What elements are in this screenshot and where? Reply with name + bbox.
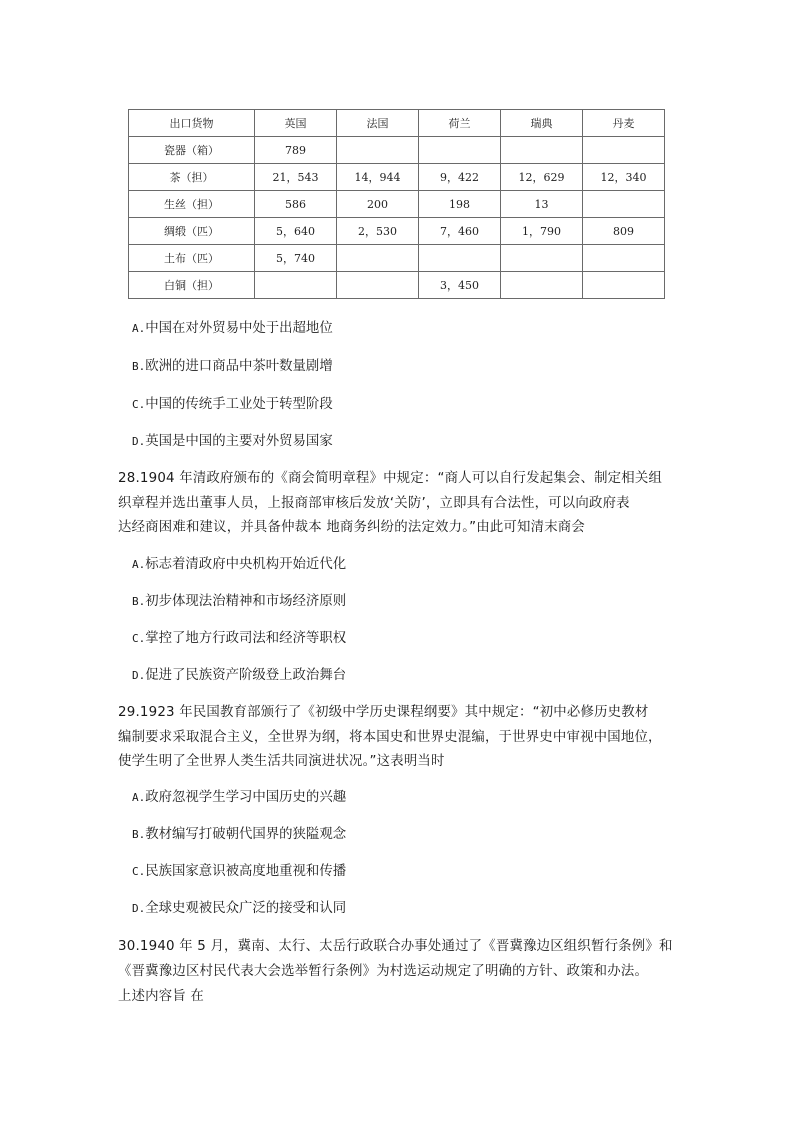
- table-cell: 789: [255, 137, 337, 164]
- option-text: 初步体现法治精神和市场经济原则: [145, 594, 347, 609]
- q29-stem-line: 29.1923 年民国教育部颁行了《初级中学历史课程纲要》其中规定：“初中必修历史教材: [118, 705, 649, 720]
- option-text: 教材编写打破朝代国界的狭隘观念: [145, 827, 347, 842]
- table-row: [129, 164, 665, 191]
- q28-stem-line: 织章程并选出董事人员，上报商部审核后发放‘关防’，立即具有合法性，可以向政府表: [118, 496, 630, 511]
- option-text: 中国的传统手工业处于转型阶段: [145, 397, 333, 412]
- table-row: [129, 191, 665, 218]
- q30-stem-line: 《晋冀豫边区村民代表大会选举暂行条例》为村选运动规定了明确的方针、政策和办法。: [118, 964, 649, 979]
- q29-option-b: [132, 825, 346, 845]
- q28-option-a: [132, 555, 346, 575]
- table-header-cell: 瑞典: [501, 110, 583, 137]
- table-cell: 5，740: [255, 245, 337, 272]
- q30-stem-line: 上述内容旨 在: [118, 989, 204, 1004]
- table-header-cell: 出口货物: [129, 110, 255, 137]
- table-cell: 12，340: [583, 164, 665, 191]
- table-cell: 13: [501, 191, 583, 218]
- table-cell: 809: [583, 218, 665, 245]
- option-label: C.: [132, 398, 146, 411]
- option-label: A.: [132, 791, 146, 804]
- table-row: [129, 218, 665, 245]
- table-cell: [583, 272, 665, 299]
- table-cell: 14，944: [337, 164, 419, 191]
- table-cell: [337, 272, 419, 299]
- option-label: B.: [132, 828, 146, 841]
- table-cell: 7，460: [419, 218, 501, 245]
- table-cell: 生丝（担）: [129, 191, 255, 218]
- q27-option-d: [132, 432, 333, 452]
- table-cell: 3，450: [419, 272, 501, 299]
- table-cell: [419, 137, 501, 164]
- option-text: 民族国家意识被高度地重视和传播: [145, 864, 347, 879]
- q28-option-d: [132, 666, 346, 686]
- table-cell: [419, 245, 501, 272]
- option-text: 掌控了地方行政司法和经济等职权: [145, 631, 347, 646]
- table-cell: 绸缎（匹）: [129, 218, 255, 245]
- option-label: B.: [132, 360, 146, 373]
- table-cell: [583, 191, 665, 218]
- q28-stem-line: 28.1904 年清政府颁布的《商会简明章程》中规定：“商人可以自行发起集会、制定相关组: [118, 471, 663, 486]
- option-text: 欧洲的进口商品中茶叶数量剧增: [145, 359, 333, 374]
- option-text: 政府忽视学生学习中国历史的兴趣: [145, 790, 347, 805]
- table-cell: 2，530: [337, 218, 419, 245]
- option-label: D.: [132, 435, 146, 448]
- option-text: 中国在对外贸易中处于出超地位: [145, 321, 333, 336]
- table-cell: 198: [419, 191, 501, 218]
- q29-option-d: [132, 899, 346, 919]
- option-text: 促进了民族资产阶级登上政治舞台: [145, 668, 347, 683]
- option-label: C.: [132, 865, 146, 878]
- table-row: [129, 272, 665, 299]
- option-label: A.: [132, 558, 146, 571]
- table-cell: [501, 245, 583, 272]
- option-label: D.: [132, 902, 146, 915]
- q28-option-b: [132, 592, 346, 612]
- table-cell: [501, 272, 583, 299]
- option-text: 英国是中国的主要对外贸易国家: [145, 434, 333, 449]
- option-label: D.: [132, 669, 146, 682]
- table-row: [129, 245, 665, 272]
- q29-option-c: [132, 862, 346, 882]
- table-cell: 瓷器（箱）: [129, 137, 255, 164]
- table-header-cell: 法国: [337, 110, 419, 137]
- table-cell: 200: [337, 191, 419, 218]
- q30-stem-line: 30.1940 年 5 月，冀南、太行、太岳行政联合办事处通过了《晋冀豫边区组织暂行条例》和: [118, 939, 673, 954]
- q27-option-c: [132, 395, 333, 415]
- table-cell: 土布（匹）: [129, 245, 255, 272]
- q29-option-a: [132, 788, 346, 808]
- export-goods-table: [128, 109, 665, 299]
- q28-option-c: [132, 629, 346, 649]
- table-header-row: [129, 110, 665, 137]
- table-cell: [255, 272, 337, 299]
- table-cell: 586: [255, 191, 337, 218]
- table-cell: [583, 137, 665, 164]
- table-cell: 21，543: [255, 164, 337, 191]
- q28-stem-line: 达经商困难和建议，并具备仲裁本 地商务纠纷的法定效力。”由此可知清末商会: [118, 520, 585, 535]
- table-cell: 白铜（担）: [129, 272, 255, 299]
- table-header-cell: 丹麦: [583, 110, 665, 137]
- option-label: C.: [132, 632, 146, 645]
- q27-option-a: [132, 319, 333, 339]
- q29-stem-line: 使学生明了全世界人类生活共同演进状况。”这表明当时: [118, 754, 445, 769]
- option-text: 标志着清政府中央机构开始近代化: [145, 557, 347, 572]
- table-cell: 5，640: [255, 218, 337, 245]
- table-cell: 1，790: [501, 218, 583, 245]
- table-cell: 茶（担）: [129, 164, 255, 191]
- q29-stem-line: 编制要求采取混合主义，全世界为纲，将本国史和世界史混编，于世界史中审视中国地位，: [118, 730, 662, 745]
- table-cell: 12，629: [501, 164, 583, 191]
- table-header-cell: 英国: [255, 110, 337, 137]
- table-cell: [337, 245, 419, 272]
- table-cell: [583, 245, 665, 272]
- table-header-cell: 荷兰: [419, 110, 501, 137]
- option-label: B.: [132, 595, 146, 608]
- option-text: 全球史观被民众广泛的接受和认同: [145, 901, 347, 916]
- option-label: A.: [132, 322, 146, 335]
- table-cell: [337, 137, 419, 164]
- table-cell: 9，422: [419, 164, 501, 191]
- table-row: [129, 137, 665, 164]
- table-cell: [501, 137, 583, 164]
- q27-option-b: [132, 357, 333, 377]
